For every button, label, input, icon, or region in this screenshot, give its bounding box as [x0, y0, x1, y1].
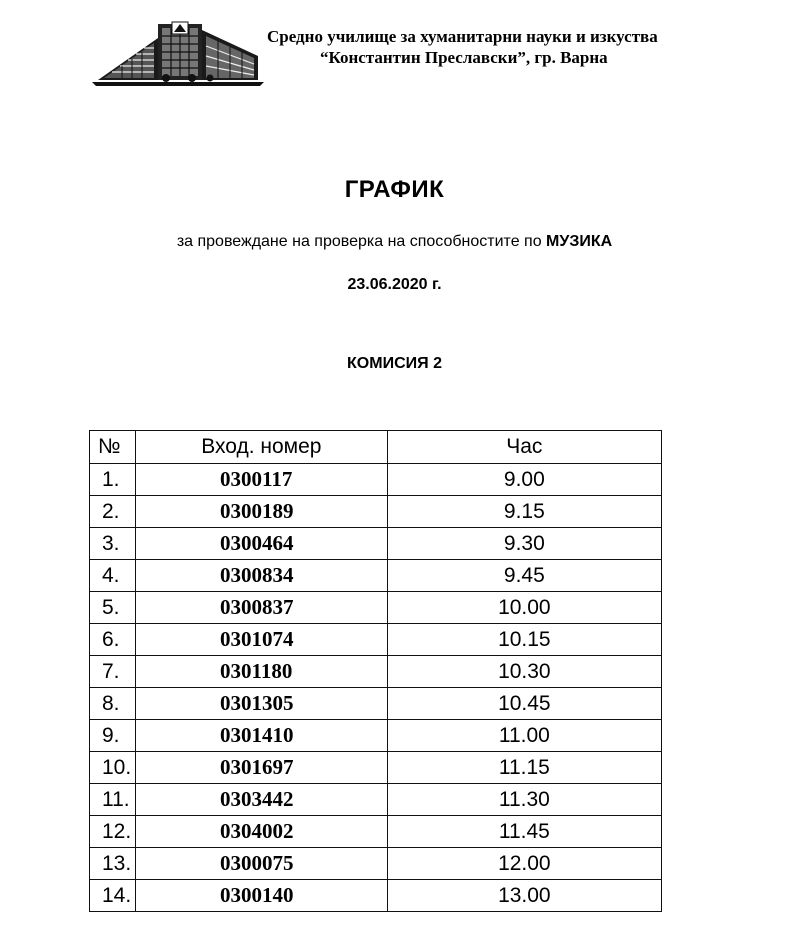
row-number: 2. [90, 496, 136, 528]
entry-number: 0301305 [135, 688, 387, 720]
exam-time: 10.45 [387, 688, 661, 720]
table-row [90, 688, 662, 720]
school-name-line-2: “Константин Преславски”, гр. Варна [320, 48, 608, 67]
row-number: 7. [90, 656, 136, 688]
exam-time: 10.30 [387, 656, 661, 688]
school-building-logo [92, 16, 264, 86]
exam-time: 11.15 [387, 752, 661, 784]
exam-time: 11.45 [387, 816, 661, 848]
schedule-body [90, 464, 662, 912]
exam-time: 11.30 [387, 784, 661, 816]
commission-label: КОМИСИЯ 2 [347, 355, 442, 372]
table-row [90, 816, 662, 848]
table-row [90, 848, 662, 880]
table-row [90, 624, 662, 656]
row-number: 14. [90, 880, 136, 912]
table-row [90, 560, 662, 592]
table-row [90, 880, 662, 912]
table-row [90, 496, 662, 528]
entry-number: 0300189 [135, 496, 387, 528]
exam-time: 12.00 [387, 848, 661, 880]
entry-number: 0300464 [135, 528, 387, 560]
row-number: 3. [90, 528, 136, 560]
row-number: 12. [90, 816, 136, 848]
entry-number: 0300117 [135, 464, 387, 496]
row-number: 6. [90, 624, 136, 656]
subtitle-subject: МУЗИКА [546, 233, 613, 250]
entry-number: 0300140 [135, 880, 387, 912]
row-number: 5. [90, 592, 136, 624]
document-subtitle [0, 233, 789, 251]
table-row [90, 464, 662, 496]
school-name-line-1: Средно училище за хуманитарни науки и изкуства [267, 27, 658, 46]
table-row [90, 656, 662, 688]
exam-time: 9.30 [387, 528, 661, 560]
header-number: № [90, 431, 136, 464]
row-number: 11. [90, 784, 136, 816]
table-header-row [90, 431, 662, 464]
table-row [90, 784, 662, 816]
entry-number: 0301074 [135, 624, 387, 656]
entry-number: 0300837 [135, 592, 387, 624]
table-row [90, 752, 662, 784]
table-row [90, 720, 662, 752]
exam-time: 10.00 [387, 592, 661, 624]
document-title: ГРАФИК [344, 176, 445, 203]
row-number: 9. [90, 720, 136, 752]
header-entry-number: Вход. номер [135, 431, 387, 464]
exam-time: 9.15 [387, 496, 661, 528]
entry-number: 0301180 [135, 656, 387, 688]
document-date: 23.06.2020 г. [347, 276, 442, 293]
exam-time: 13.00 [387, 880, 661, 912]
exam-time: 10.15 [387, 624, 661, 656]
entry-number: 0301697 [135, 752, 387, 784]
entry-number: 0303442 [135, 784, 387, 816]
row-number: 13. [90, 848, 136, 880]
row-number: 8. [90, 688, 136, 720]
row-number: 1. [90, 464, 136, 496]
exam-time: 11.00 [387, 720, 661, 752]
entry-number: 0304002 [135, 816, 387, 848]
table-row [90, 592, 662, 624]
subtitle-prefix: за провеждане на проверка на способностите по [176, 233, 547, 250]
table-row [90, 528, 662, 560]
exam-time: 9.00 [387, 464, 661, 496]
entry-number: 0301410 [135, 720, 387, 752]
row-number: 10. [90, 752, 136, 784]
schedule-table [89, 430, 662, 912]
row-number: 4. [90, 560, 136, 592]
header-time: Час [387, 431, 661, 464]
entry-number: 0300075 [135, 848, 387, 880]
entry-number: 0300834 [135, 560, 387, 592]
exam-time: 9.45 [387, 560, 661, 592]
